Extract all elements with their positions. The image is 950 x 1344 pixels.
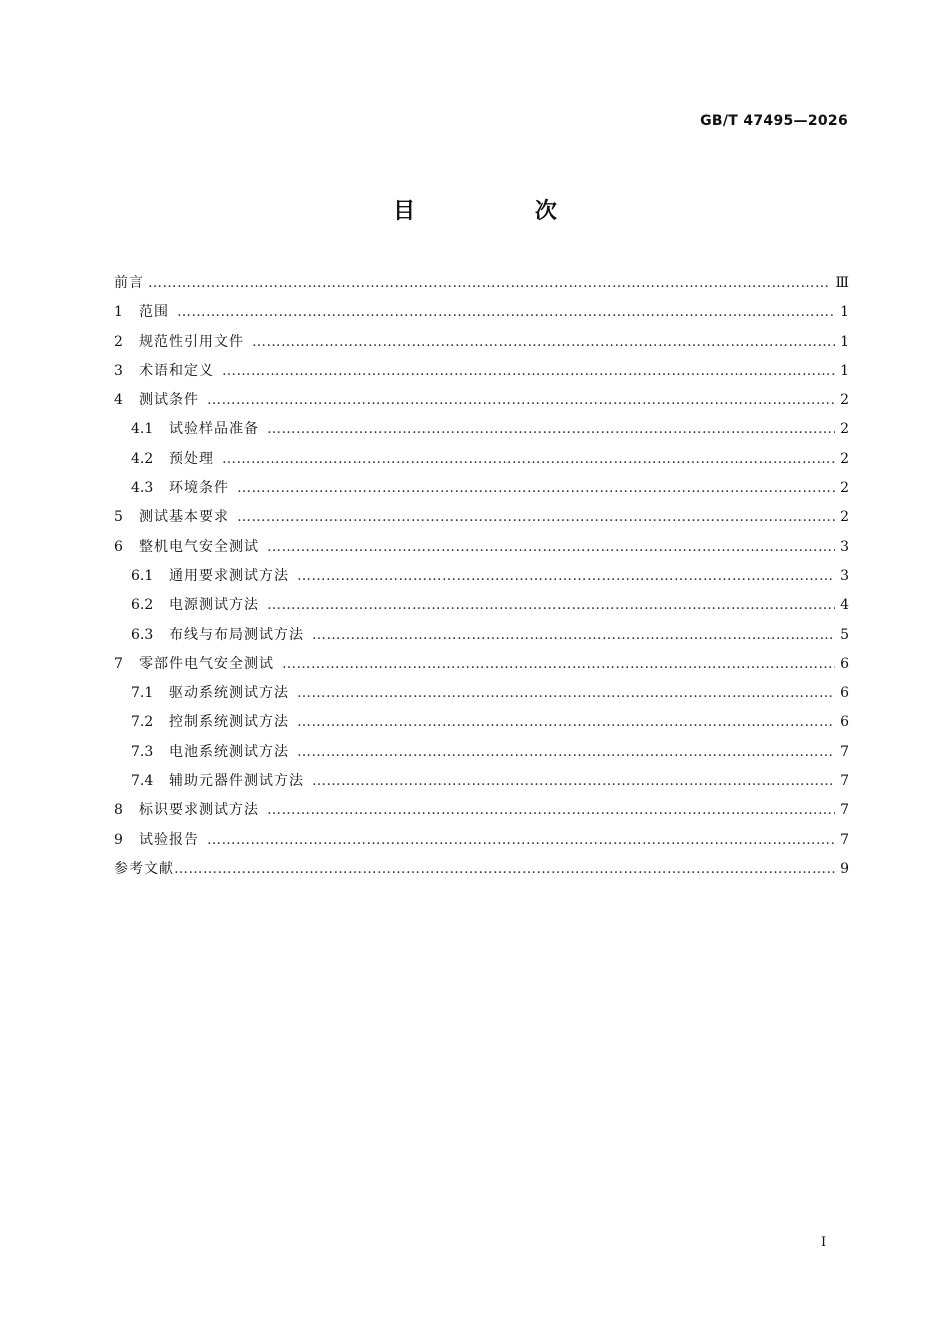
toc-entry-number: 8 <box>114 802 123 819</box>
toc-entry-number: 7.2 <box>131 714 154 731</box>
toc-entry-label: 零部件电气安全测试 <box>139 655 274 672</box>
toc-entry-page: 2 <box>840 509 849 526</box>
toc-entry-label: 测试条件 <box>139 392 199 409</box>
toc-entry-number: 4.2 <box>131 450 154 467</box>
toc-dot-leader <box>282 650 835 679</box>
toc-entry-label: 参考文献 <box>114 860 174 877</box>
toc-entry-label: 试验样品准备 <box>169 421 259 438</box>
toc-entry-number: 7.3 <box>131 743 154 760</box>
toc-entry-page: 6 <box>840 685 849 702</box>
toc-entry-4[interactable] <box>114 386 849 415</box>
toc-entry-page: 2 <box>840 480 849 497</box>
toc-entry-5[interactable] <box>114 503 849 532</box>
toc-dot-leader <box>267 796 835 825</box>
toc-entry-page: 1 <box>840 333 849 350</box>
toc-entry-2[interactable] <box>114 328 849 357</box>
toc-dot-leader <box>297 679 835 708</box>
toc-entry-number: 6 <box>114 538 123 555</box>
toc-entry-label: 范围 <box>139 304 169 321</box>
toc-dot-leader <box>177 298 835 327</box>
toc-entry-6-3[interactable] <box>114 621 849 650</box>
toc-entry-4-2[interactable] <box>114 445 849 474</box>
toc-entry-6-2[interactable] <box>114 591 849 620</box>
toc-entry-label: 术语和定义 <box>139 362 214 379</box>
toc-entry-number: 4 <box>114 392 123 409</box>
toc-dot-leader <box>297 738 835 767</box>
toc-dot-leader <box>312 767 835 796</box>
toc-entry-7-2[interactable] <box>114 708 849 737</box>
toc-entry-number: 6.2 <box>131 597 154 614</box>
toc-entry-number: 7.4 <box>131 773 154 790</box>
toc-dot-leader <box>267 415 835 444</box>
toc-entry-page: 2 <box>840 450 849 467</box>
toc-dot-leader <box>207 386 835 415</box>
toc-dot-leader <box>297 708 835 737</box>
toc-entry-page: 7 <box>840 743 849 760</box>
toc-dot-leader <box>148 269 831 298</box>
toc-entry-1[interactable] <box>114 298 849 327</box>
toc-entry-page: 7 <box>840 773 849 790</box>
toc-entry-7[interactable] <box>114 650 849 679</box>
toc-entry-7-4[interactable] <box>114 767 849 796</box>
page-number: I <box>821 1235 827 1250</box>
toc-entry-label: 电源测试方法 <box>169 597 259 614</box>
toc-entry-page: 2 <box>840 421 849 438</box>
table-of-contents <box>114 269 849 884</box>
toc-dot-leader <box>174 855 835 884</box>
toc-entry-9[interactable] <box>114 826 849 855</box>
toc-entry-6[interactable] <box>114 533 849 562</box>
toc-entry-label: 测试基本要求 <box>139 509 229 526</box>
toc-entry-label: 标识要求测试方法 <box>139 802 259 819</box>
toc-dot-leader <box>237 503 835 532</box>
toc-entry-number: 9 <box>114 831 123 848</box>
toc-entry-label: 驱动系统测试方法 <box>169 685 289 702</box>
toc-entry-label: 环境条件 <box>169 480 229 497</box>
toc-entry-number: 4.1 <box>131 421 154 438</box>
toc-entry-3[interactable] <box>114 357 849 386</box>
toc-entry-number: 6.3 <box>131 626 154 643</box>
toc-entry-label: 前言 <box>114 275 144 291</box>
toc-dot-leader <box>267 533 835 562</box>
toc-dot-leader <box>267 591 835 620</box>
page-title: 目 次 <box>393 199 613 224</box>
standard-number: GB/T 47495—2026 <box>700 113 848 129</box>
toc-entry-7-3[interactable] <box>114 738 849 767</box>
toc-entry-page: 4 <box>840 597 849 614</box>
toc-entry-8[interactable] <box>114 796 849 825</box>
toc-entry-page: 7 <box>840 831 849 848</box>
toc-dot-leader <box>297 562 835 591</box>
toc-entry-number: 5 <box>114 509 123 526</box>
toc-entry-number: 7 <box>114 655 123 672</box>
toc-entry-page: Ⅲ <box>835 275 849 291</box>
toc-entry-label: 预处理 <box>169 450 214 467</box>
toc-entry-number: 6.1 <box>131 567 154 584</box>
toc-entry-page: 6 <box>840 655 849 672</box>
toc-entry-foreword[interactable] <box>114 269 849 298</box>
toc-entry-page: 1 <box>840 362 849 379</box>
toc-entry-page: 7 <box>840 802 849 819</box>
toc-entry-page: 9 <box>840 860 849 877</box>
toc-dot-leader <box>222 445 835 474</box>
toc-entry-number: 3 <box>114 362 123 379</box>
toc-entry-page: 1 <box>840 304 849 321</box>
toc-entry-6-1[interactable] <box>114 562 849 591</box>
toc-entry-number: 4.3 <box>131 480 154 497</box>
toc-dot-leader <box>207 826 835 855</box>
toc-entry-number: 7.1 <box>131 685 154 702</box>
toc-entry-label: 试验报告 <box>139 831 199 848</box>
toc-entry-page: 3 <box>840 567 849 584</box>
toc-entry-label: 通用要求测试方法 <box>169 567 289 584</box>
toc-entry-label: 整机电气安全测试 <box>139 538 259 555</box>
toc-entry-page: 2 <box>840 392 849 409</box>
toc-entry-label: 电池系统测试方法 <box>169 743 289 760</box>
toc-entry-bibliography[interactable] <box>114 855 849 884</box>
toc-entry-4-3[interactable] <box>114 474 849 503</box>
toc-dot-leader <box>252 328 835 357</box>
toc-entry-number: 1 <box>114 304 123 321</box>
toc-entry-label: 布线与布局测试方法 <box>169 626 304 643</box>
toc-entry-page: 3 <box>840 538 849 555</box>
toc-entry-4-1[interactable] <box>114 415 849 444</box>
toc-entry-label: 辅助元器件测试方法 <box>169 773 304 790</box>
toc-dot-leader <box>312 621 835 650</box>
toc-entry-label: 规范性引用文件 <box>139 333 244 350</box>
toc-entry-label: 控制系统测试方法 <box>169 714 289 731</box>
toc-dot-leader <box>237 474 835 503</box>
toc-entry-page: 6 <box>840 714 849 731</box>
toc-entry-number: 2 <box>114 333 123 350</box>
toc-entry-7-1[interactable] <box>114 679 849 708</box>
toc-entry-page: 5 <box>840 626 849 643</box>
toc-dot-leader <box>222 357 835 386</box>
